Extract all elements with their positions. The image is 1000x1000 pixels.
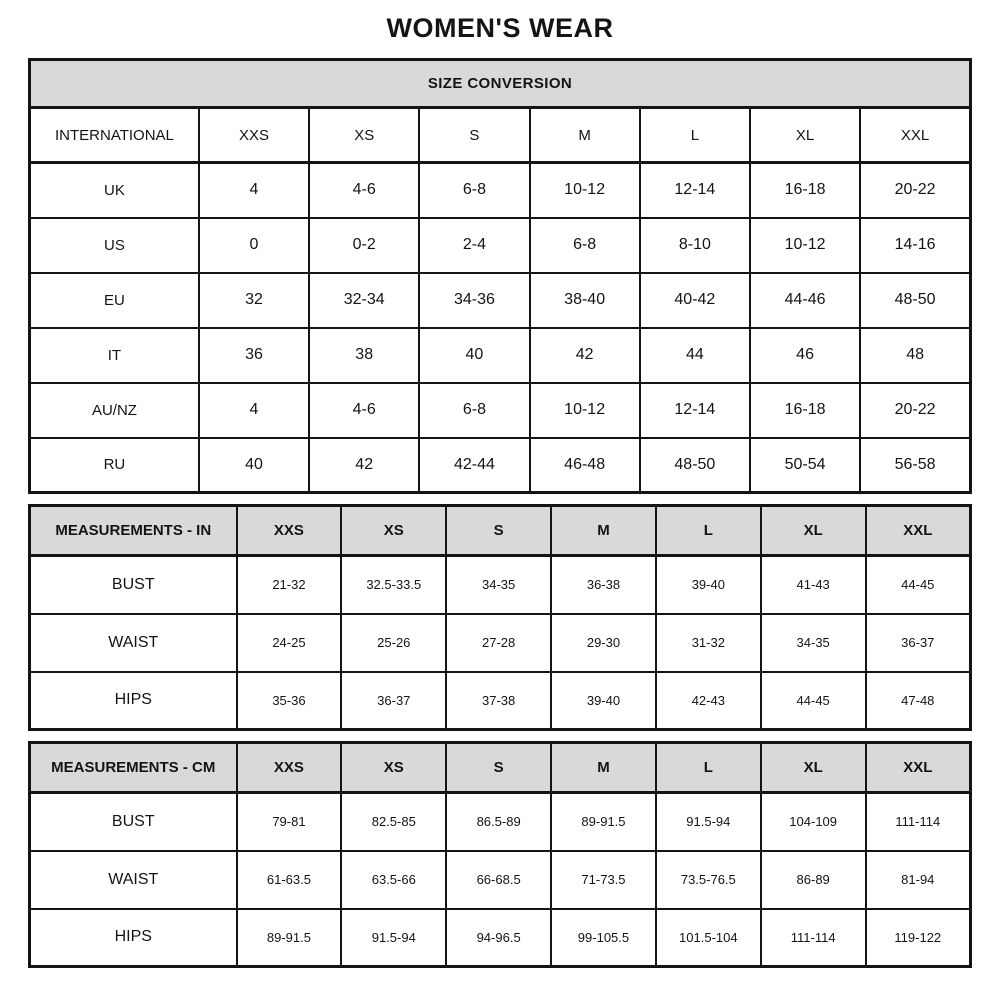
cell: 14-16: [860, 218, 970, 273]
column-header: M: [530, 108, 640, 163]
cell: 82.5-85: [341, 793, 446, 851]
row-label: WAIST: [30, 851, 237, 909]
cell: 40-42: [640, 273, 750, 328]
table-row: [30, 556, 971, 614]
cell: 6-8: [530, 218, 640, 273]
cell: 4-6: [309, 383, 419, 438]
cell: 20-22: [860, 383, 970, 438]
cell: 35-36: [237, 672, 342, 730]
cell: 66-68.5: [446, 851, 551, 909]
cell: 38: [309, 328, 419, 383]
cell: 94-96.5: [446, 909, 551, 967]
cell: 16-18: [750, 163, 860, 218]
column-header: XL: [761, 743, 866, 793]
cell: 10-12: [750, 218, 860, 273]
table-row: [30, 218, 971, 273]
table-row: [30, 328, 971, 383]
cell: 0-2: [309, 218, 419, 273]
cell: 24-25: [237, 614, 342, 672]
cell: 39-40: [656, 556, 761, 614]
column-header-row: [30, 506, 971, 556]
cell: 25-26: [341, 614, 446, 672]
cell: 91.5-94: [341, 909, 446, 967]
cell: 91.5-94: [656, 793, 761, 851]
cell: 44-46: [750, 273, 860, 328]
cell: 0: [199, 218, 309, 273]
cell: 63.5-66: [341, 851, 446, 909]
cell: 34-35: [761, 614, 866, 672]
row-label: AU/NZ: [30, 383, 199, 438]
column-header: M: [551, 506, 656, 556]
column-header: XXL: [866, 743, 971, 793]
cell: 73.5-76.5: [656, 851, 761, 909]
cell: 56-58: [860, 438, 970, 493]
cell: 101.5-104: [656, 909, 761, 967]
cell: 10-12: [530, 383, 640, 438]
table-caption: SIZE CONVERSION: [30, 60, 971, 108]
column-header: S: [419, 108, 529, 163]
column-header: S: [446, 506, 551, 556]
cell: 86-89: [761, 851, 866, 909]
cell: 42-43: [656, 672, 761, 730]
column-header: XXL: [860, 108, 970, 163]
page-title: WOMEN'S WEAR: [386, 13, 614, 43]
column-header: XS: [341, 743, 446, 793]
cell: 38-40: [530, 273, 640, 328]
cell: 39-40: [551, 672, 656, 730]
column-header: XL: [761, 506, 866, 556]
column-header: XS: [341, 506, 446, 556]
table-row: [30, 614, 971, 672]
table-row: [30, 909, 971, 967]
cell: 32: [199, 273, 309, 328]
column-header: XXS: [199, 108, 309, 163]
cell: 89-91.5: [551, 793, 656, 851]
column-header: MEASUREMENTS - IN: [30, 506, 237, 556]
cell: 36-37: [341, 672, 446, 730]
table-row: [30, 793, 971, 851]
cell: 46: [750, 328, 860, 383]
cell: 36-37: [866, 614, 971, 672]
cell: 36: [199, 328, 309, 383]
cell: 89-91.5: [237, 909, 342, 967]
table-row: [30, 163, 971, 218]
column-header: XXS: [237, 743, 342, 793]
row-label: RU: [30, 438, 199, 493]
cell: 111-114: [866, 793, 971, 851]
size-chart-page: [28, 0, 972, 968]
cell: 16-18: [750, 383, 860, 438]
cell: 40: [419, 328, 529, 383]
measurements-cm-table: [28, 741, 972, 968]
table-row: [30, 273, 971, 328]
column-header: MEASUREMENTS - CM: [30, 743, 237, 793]
cell: 104-109: [761, 793, 866, 851]
row-label: WAIST: [30, 614, 237, 672]
cell: 61-63.5: [237, 851, 342, 909]
cell: 42-44: [419, 438, 529, 493]
cell: 50-54: [750, 438, 860, 493]
cell: 6-8: [419, 163, 529, 218]
cell: 32-34: [309, 273, 419, 328]
cell: 46-48: [530, 438, 640, 493]
row-label: IT: [30, 328, 199, 383]
cell: 37-38: [446, 672, 551, 730]
cell: 44-45: [866, 556, 971, 614]
cell: 29-30: [551, 614, 656, 672]
cell: 44: [640, 328, 750, 383]
column-header-row: [30, 108, 971, 163]
table-caption-row: [30, 60, 971, 108]
cell: 12-14: [640, 383, 750, 438]
row-label: BUST: [30, 556, 237, 614]
cell: 21-32: [237, 556, 342, 614]
column-header: S: [446, 743, 551, 793]
cell: 12-14: [640, 163, 750, 218]
row-label: US: [30, 218, 199, 273]
cell: 48-50: [860, 273, 970, 328]
column-header: XXS: [237, 506, 342, 556]
cell: 32.5-33.5: [341, 556, 446, 614]
cell: 44-45: [761, 672, 866, 730]
cell: 34-35: [446, 556, 551, 614]
column-header: L: [656, 743, 761, 793]
cell: 48-50: [640, 438, 750, 493]
column-header: XXL: [866, 506, 971, 556]
cell: 36-38: [551, 556, 656, 614]
column-header: M: [551, 743, 656, 793]
row-label: UK: [30, 163, 199, 218]
cell: 71-73.5: [551, 851, 656, 909]
cell: 42: [530, 328, 640, 383]
measurements-in-table: [28, 504, 972, 731]
cell: 4: [199, 383, 309, 438]
column-header: XS: [309, 108, 419, 163]
table-row: [30, 438, 971, 493]
cell: 42: [309, 438, 419, 493]
size-conversion-table: [28, 58, 972, 494]
cell: 27-28: [446, 614, 551, 672]
cell: 34-36: [419, 273, 529, 328]
cell: 4: [199, 163, 309, 218]
column-header: XL: [750, 108, 860, 163]
cell: 41-43: [761, 556, 866, 614]
cell: 47-48: [866, 672, 971, 730]
table-row: [30, 851, 971, 909]
row-label: EU: [30, 273, 199, 328]
column-header-row: [30, 743, 971, 793]
cell: 31-32: [656, 614, 761, 672]
table-row: [30, 672, 971, 730]
cell: 4-6: [309, 163, 419, 218]
column-header: INTERNATIONAL: [30, 108, 199, 163]
cell: 79-81: [237, 793, 342, 851]
cell: 40: [199, 438, 309, 493]
cell: 81-94: [866, 851, 971, 909]
column-header: L: [640, 108, 750, 163]
row-label: BUST: [30, 793, 237, 851]
cell: 10-12: [530, 163, 640, 218]
row-label: HIPS: [30, 672, 237, 730]
cell: 111-114: [761, 909, 866, 967]
cell: 99-105.5: [551, 909, 656, 967]
cell: 2-4: [419, 218, 529, 273]
row-label: HIPS: [30, 909, 237, 967]
cell: 8-10: [640, 218, 750, 273]
cell: 86.5-89: [446, 793, 551, 851]
cell: 6-8: [419, 383, 529, 438]
table-row: [30, 383, 971, 438]
column-header: L: [656, 506, 761, 556]
cell: 48: [860, 328, 970, 383]
cell: 119-122: [866, 909, 971, 967]
cell: 20-22: [860, 163, 970, 218]
